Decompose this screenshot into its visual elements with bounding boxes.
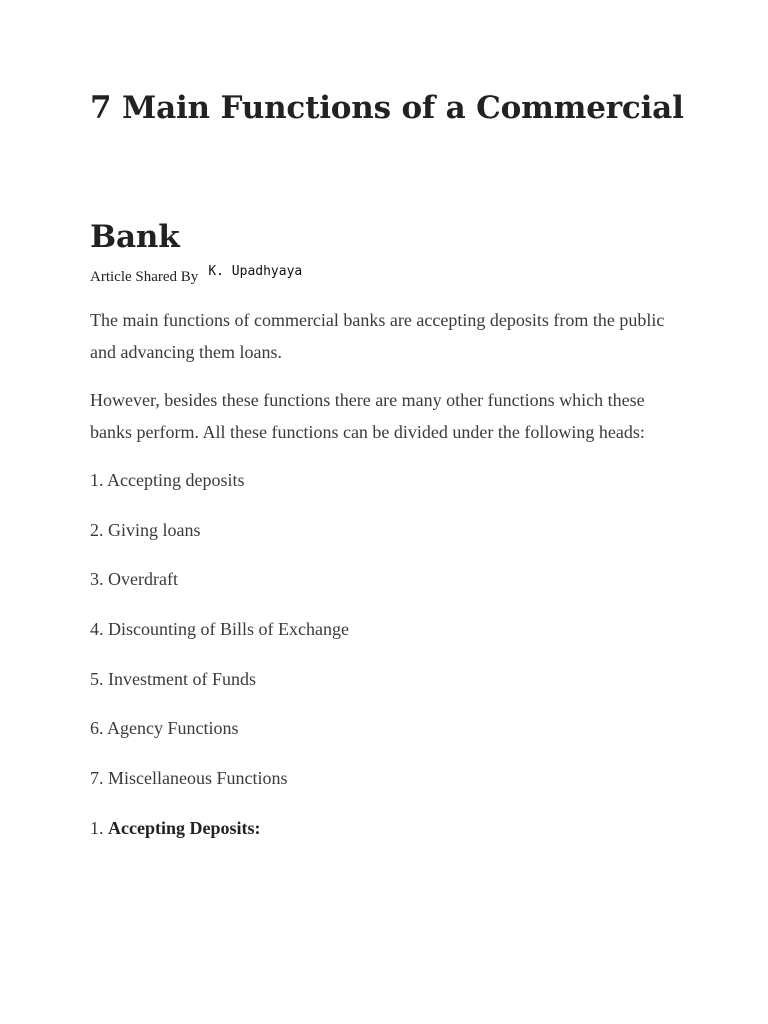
byline <box>90 264 303 286</box>
byline-author: K. Upadhyaya <box>208 264 303 279</box>
list-item: 2. Giving loans <box>90 520 201 540</box>
article-title-line-2: Bank <box>90 219 180 255</box>
list-item: 4. Discounting of Bills of Exchange <box>90 619 349 639</box>
heads-paragraph: However, besides these functions there are many other functions which these banks perform. All these functions can be divided under the following heads: <box>90 390 645 442</box>
section-heading <box>90 816 260 840</box>
list-item: 3. Overdraft <box>90 569 178 589</box>
list-item: 7. Miscellaneous Functions <box>90 768 288 788</box>
article-title-line-1: 7 Main Functions of a Commercial <box>90 90 684 126</box>
section-heading-text: Accepting Deposits: <box>108 818 261 838</box>
byline-prefix: Article Shared By <box>90 269 199 285</box>
section-heading-number: 1. <box>90 818 104 838</box>
intro-paragraph: The main functions of commercial banks are accepting deposits from the public and advancing them loans. <box>90 310 665 362</box>
list-item: 6. Agency Functions <box>90 718 239 738</box>
list-item: 1. Accepting deposits <box>90 470 245 490</box>
list-item: 5. Investment of Funds <box>90 669 256 689</box>
